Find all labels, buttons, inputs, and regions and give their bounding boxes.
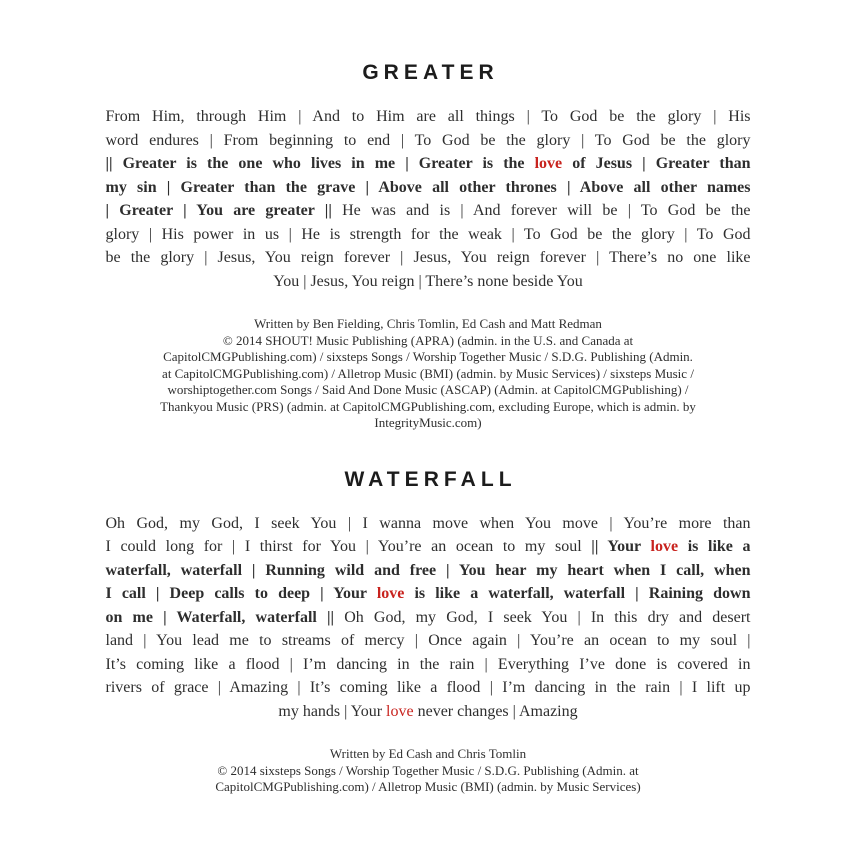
credits-line: Thankyou Music (PRS) (admin. at CapitolCMGPublishing.com, excluding Europe, which is admin. by xyxy=(160,398,696,414)
love-highlight: love xyxy=(376,585,405,602)
love-highlight: love xyxy=(386,702,414,720)
lyrics-segment: He was and is | And forever will be | To God be the xyxy=(342,202,751,219)
love-highlight: love xyxy=(650,538,679,555)
credits-line: IntegrityMusic.com) xyxy=(374,415,482,430)
song-lyrics xyxy=(106,512,751,724)
lyrics-segment: || Greater is the one who lives in me | Greater is the xyxy=(105,155,535,172)
lyrics-segment: land | You lead me to streams of mercy | Once again | You’re an ocean to my soul | xyxy=(105,632,751,649)
song-title: WATERFALL xyxy=(344,467,517,491)
lyrics-line xyxy=(106,606,751,630)
song-lyrics xyxy=(106,105,751,293)
lyrics-segment: | Greater | You are greater || xyxy=(105,202,343,219)
songs xyxy=(106,62,751,796)
lyrics-segment: rivers of grace | Amazing | It’s coming like a flood | I’m dancing in the rain | I lift up xyxy=(105,679,751,696)
credits-line: © 2014 SHOUT! Music Publishing (APRA) (admin. in the U.S. and Canada at xyxy=(222,332,634,348)
lyrics-line xyxy=(106,535,751,559)
lyrics-page xyxy=(106,0,751,796)
lyrics-line xyxy=(106,129,751,153)
credits-line: CapitolCMGPublishing.com) / Alletrop Music (BMI) (admin. by Music Services) xyxy=(215,779,641,794)
lyrics-segment: on me | Waterfall, waterfall || xyxy=(105,608,345,626)
lyrics-line xyxy=(106,676,751,700)
lyrics-segment: || Your xyxy=(591,538,651,555)
lyrics-segment: my sin | Greater than the grave | Above all other thrones | Above all other names xyxy=(105,178,751,196)
lyrics-line xyxy=(106,700,751,724)
lyrics-line xyxy=(106,246,751,270)
lyrics-line xyxy=(106,223,751,247)
lyrics-segment: You | Jesus, You reign | There’s none beside You xyxy=(273,272,583,290)
lyrics-segment: From Him, through Him | And to Him are all things | To God be the glory | His xyxy=(105,108,751,125)
lyrics-segment: It’s coming like a flood | I’m dancing in the rain | Everything I’ve done is covered in xyxy=(105,655,751,673)
love-highlight: love xyxy=(534,155,563,172)
credits-line: Written by Ben Fielding, Chris Tomlin, Ed Cash and Matt Redman xyxy=(254,316,602,331)
credits-line: CapitolCMGPublishing.com) / sixsteps Songs / Worship Together Music / S.D.G. Publishing (Admin. xyxy=(163,349,693,364)
lyrics-segment: Oh God, my God, I seek You | I wanna move when You move | You’re more than xyxy=(105,514,751,532)
lyrics-segment: word endures | From beginning to end | To God be the glory | To God be the glory xyxy=(105,131,751,149)
lyrics-segment: my hands | Your xyxy=(278,702,387,720)
song-title: GREATER xyxy=(362,61,499,84)
credits-line: Written by Ed Cash and Chris Tomlin xyxy=(329,746,527,761)
song-section xyxy=(106,469,751,796)
lyrics-segment: waterfall, waterfall | Running wild and free | You hear my heart when I call, when xyxy=(105,561,751,579)
lyrics-line xyxy=(106,270,751,294)
lyrics-segment: never changes | Amazing xyxy=(413,702,578,720)
lyrics-line xyxy=(106,629,751,653)
lyrics-segment: is like a waterfall, waterfall | Raining down xyxy=(404,585,751,602)
credits-line: © 2014 sixsteps Songs / Worship Together Music / S.D.G. Publishing (Admin. at xyxy=(217,762,639,778)
lyrics-line xyxy=(106,582,751,606)
lyrics-segment: glory | His power in us | He is strength for the weak | To God be the glory | To God xyxy=(105,225,751,243)
lyrics-segment: be the glory | Jesus, You reign forever | Jesus, You reign forever | There’s no one like xyxy=(105,249,751,266)
lyrics-line xyxy=(106,559,751,583)
lyrics-segment: I call | Deep calls to deep | Your xyxy=(105,585,377,602)
lyrics-line xyxy=(106,152,751,176)
lyrics-line xyxy=(106,653,751,677)
song-section xyxy=(106,62,751,432)
lyrics-segment: I could long for | I thirst for You | You’re an ocean to my soul xyxy=(105,538,592,555)
lyrics-segment: Oh God, my God, I seek You | In this dry and desert xyxy=(344,608,751,626)
credits-line: worshiptogether.com Songs / Said And Done Music (ASCAP) (Admin. at CapitolCMGPublishing) / xyxy=(167,382,689,397)
credits-line: at CapitolCMGPublishing.com) / Alletrop Music (BMI) (admin. by Music Services) / sixsteps Music / xyxy=(162,365,694,381)
lyrics-segment: of Jesus | Greater than xyxy=(562,155,751,172)
lyrics-segment: is like a xyxy=(678,538,751,555)
lyrics-line xyxy=(106,176,751,200)
lyrics-line xyxy=(106,199,751,223)
lyrics-line xyxy=(106,105,751,129)
song-credits xyxy=(106,746,751,796)
lyrics-line xyxy=(106,512,751,536)
song-credits xyxy=(106,316,751,432)
